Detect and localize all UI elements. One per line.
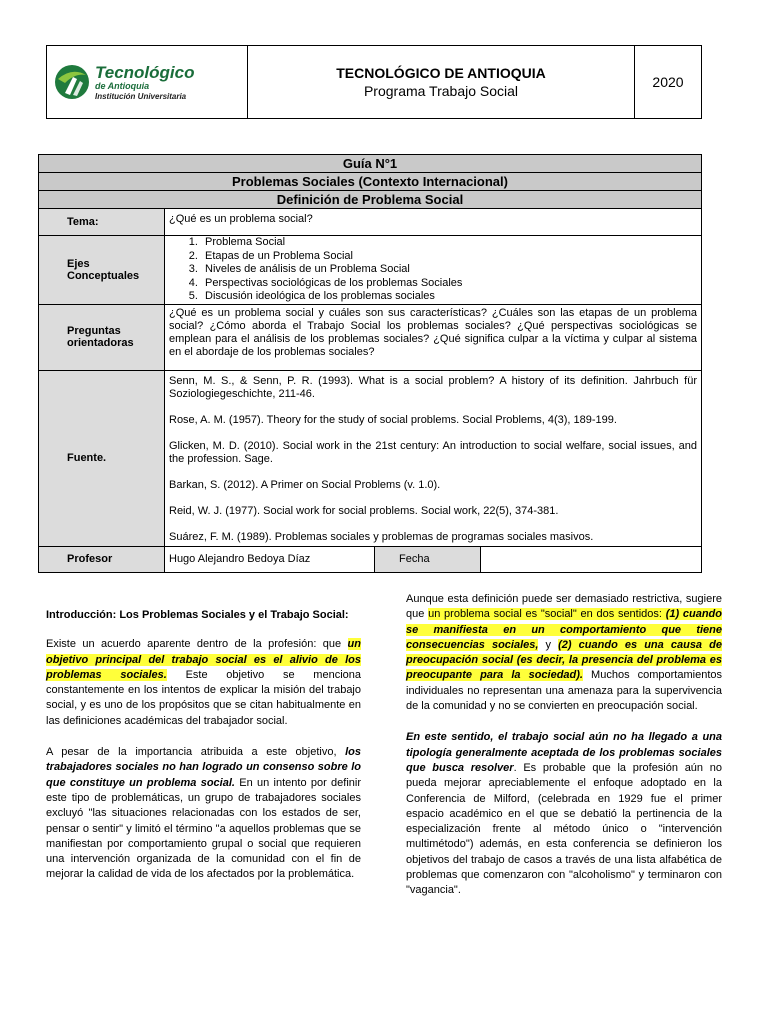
emphasized-text: En este sentido, el trabajo social aún no ha llegado a una tipología generalmente aceptada de los problemas sociales que busca resolver bbox=[406, 731, 722, 774]
year: 2020 bbox=[635, 46, 702, 119]
reference-item: Barkan, S. (2012). A Primer on Social Problems (v. 1.0). bbox=[169, 478, 441, 491]
list-item: 4. Perspectivas sociológicas de los problemas Sociales bbox=[201, 277, 697, 291]
ejes-list-cell bbox=[165, 236, 702, 305]
text-run: Este objetivo se menciona constantemente en los intentos de explicar la misión del trabajo social, y es uno de los propósitos que se citan habitualmente en las definiciones académicas del trabajador social. bbox=[46, 668, 361, 727]
guide-table bbox=[38, 154, 702, 573]
logo-line2: de Antioquia bbox=[95, 80, 150, 91]
institution-logo bbox=[47, 63, 247, 101]
fecha-label: Fecha bbox=[375, 546, 481, 572]
list-item: 1. Problema Social bbox=[201, 236, 697, 250]
guide-title: Guía N°1 bbox=[39, 155, 702, 173]
institution-cell bbox=[248, 46, 635, 119]
list-item: 5. Discusión ideológica de los problemas sociales bbox=[201, 290, 697, 304]
left-paragraph-2 bbox=[46, 745, 361, 883]
institution-name: TECNOLÓGICO DE ANTIOQUIA bbox=[336, 65, 546, 81]
ejes-list bbox=[169, 236, 697, 304]
reference-item: Glicken, M. D. (2010). Social work in the 21st century: An introduction to social welfare, social issues, and the profession. Sage. bbox=[169, 439, 697, 465]
reference-item: Senn, M. S., & Senn, P. R. (1993). What is a social problem? A history of its definition. Jahrbuch für Soziologiegeschichte, 211-46. bbox=[169, 374, 697, 400]
right-column bbox=[406, 592, 722, 915]
reference-item: Reid, W. J. (1977). Social work for social problems. Social work, 22(5), 374-381. bbox=[169, 504, 559, 517]
highlighted-text: (2) cuando es una causa de preocupación social (es decir, la presencia del problema es preocupante para la sociedad). bbox=[406, 638, 722, 682]
text-run: . Es probable que la profesión aún no pueda mejorar apreciablemente el enfoque adoptado en la Conferencia de Milford, (celebrada en 1929 fue el primer espacio académico en el que se debatió la pertinencia de la especialización frente al método único o "intervención multimétodo") además, en esta conferencia se definieron los objetivos del trabajo de casos a través de una lista alfabética de problemas que comenzaron con "alcoholismo" y terminaron con "vagancia". bbox=[406, 761, 722, 897]
preguntas-text: ¿Qué es un problema social y cuáles son sus características? ¿Cuáles son las etapas de un problema social? ¿Cómo aborda el Trabajo Social los problemas sociales? ¿Qué perspectivas sociológicas se emplean para el análisis de los problemas sociales? ¿Qué significa culpar a la víctima y culpar al sistema en el abordaje de los problemas sociales? bbox=[165, 304, 702, 370]
right-paragraph-2 bbox=[406, 730, 722, 898]
list-item: 3. Niveles de análisis de un Problema Social bbox=[201, 263, 697, 277]
fuente-label: Fuente. bbox=[39, 370, 165, 546]
highlighted-text: (1) cuando se manifiesta en un comportamiento que tiene consecuencias sociales, bbox=[406, 608, 722, 651]
profesor-value: Hugo Alejandro Bedoya Díaz bbox=[165, 546, 375, 572]
reference-item: Rose, A. M. (1957). Theory for the study of social problems. Social Problems, 4(3), 189-199. bbox=[169, 413, 617, 426]
text-run: y bbox=[538, 638, 559, 651]
emphasized-text: los trabajadores sociales no han logrado un consenso sobre lo que constituye un problema social. bbox=[46, 746, 361, 789]
guide-subtitle2: Definición de Problema Social bbox=[39, 191, 702, 209]
logo-line1: Tecnológico bbox=[95, 62, 195, 82]
logo-cell bbox=[47, 46, 248, 119]
text-run: Existe un acuerdo aparente dentro de la profesión: que bbox=[46, 638, 348, 651]
reference-item: Suárez, F. M. (1989). Problemas sociales y problemas de programas sociales masivos. bbox=[169, 530, 594, 543]
tema-label: Tema: bbox=[39, 209, 165, 236]
document-header bbox=[46, 45, 702, 119]
fuentes-cell bbox=[165, 370, 702, 546]
logo-line3: Institución Universitaria bbox=[95, 91, 187, 101]
ejes-label: Ejes Conceptuales bbox=[39, 236, 165, 305]
text-run: A pesar de la importancia atribuida a este objetivo, bbox=[46, 746, 346, 759]
text-run: En un intento por definir este tipo de problemáticas, un grupo de trabajadores sociales excluyó "las situaciones relacionadas con los estados de ser, pensar o sentir" y limitó el término "a aquellos problemas que se manifiestan por comportamiento grupal o social que requieren una intervención organizada de la comunidad con el fin de mejorar la calidad de vida de los afectados por la problemática. bbox=[46, 776, 362, 881]
tema-value: ¿Qué es un problema social? bbox=[165, 209, 702, 236]
left-column bbox=[46, 608, 361, 899]
fecha-value bbox=[481, 546, 702, 572]
right-paragraph-1 bbox=[406, 592, 722, 714]
guide-subtitle: Problemas Sociales (Contexto Internacional) bbox=[39, 173, 702, 191]
highlighted-text: un problema social es "social" en dos sentidos: bbox=[428, 608, 666, 621]
preguntas-label: Preguntas orientadoras bbox=[39, 304, 165, 370]
text-run: Muchos comportamientos individuales no representan una amenaza para la supervivencia de la comunidad y no se convierten en preocupación social. bbox=[406, 669, 722, 713]
profesor-label: Profesor bbox=[39, 546, 165, 572]
intro-heading: Introducción: Los Problemas Sociales y el Trabajo Social: bbox=[46, 609, 349, 621]
left-paragraph-1 bbox=[46, 637, 361, 729]
program-name: Programa Trabajo Social bbox=[363, 83, 519, 99]
list-item: 2. Etapas de un Problema Social bbox=[201, 250, 697, 264]
highlighted-text: un objetivo principal del trabajo social es el alivio de los problemas sociales. bbox=[46, 638, 361, 681]
text-run: Aunque esta definición puede ser demasiado restrictiva, sugiere que bbox=[406, 593, 722, 621]
logo-emblem-icon bbox=[53, 63, 91, 101]
